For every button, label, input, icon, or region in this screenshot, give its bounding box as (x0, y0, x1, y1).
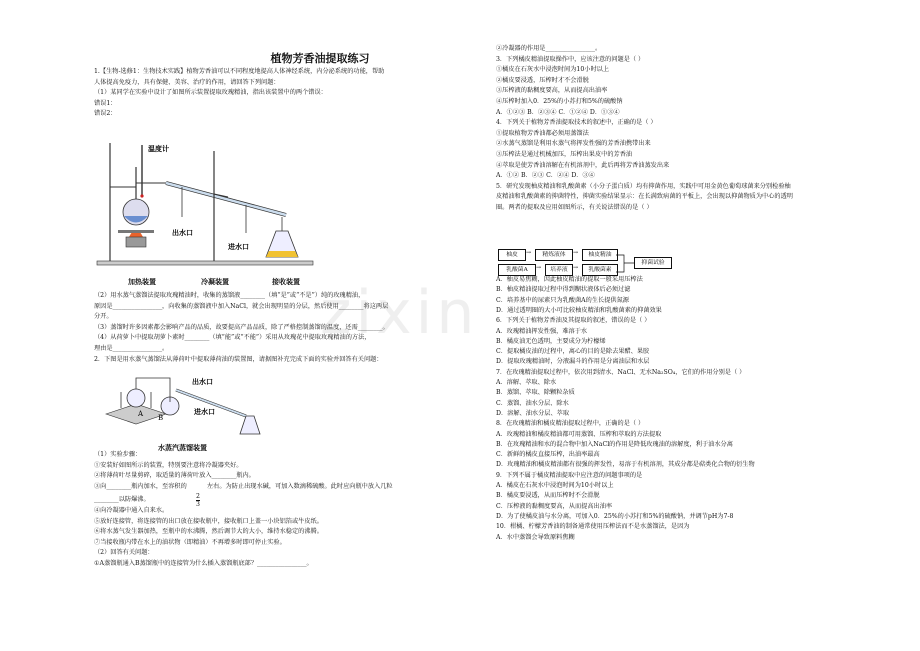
right2-line-21: B．橘皮要浸透，从而压榨时不会滑脱 (496, 492, 600, 500)
left-line-2: （1）某同学在实验中设计了如图所示装置提取玫瑰精油，指出该装置中的两个错误： (94, 89, 327, 97)
right-line-3: ②橘皮要浸透，压榨时才不会滑脱 (496, 76, 589, 84)
right2-line-3: D．通过透明圈的大小可比较柚皮精油和乳酸菌素的抑菌效果 (496, 306, 662, 314)
right-line-6: A．①②③ B．②③④ C．①②④ D．①③④ (496, 108, 620, 116)
right-line-1: 3．下列橘皮精油提取操作中，应该注意的问题是（ ） (496, 55, 645, 63)
right2-line-5: A．玫瑰精油挥发性强，难溶于水 (496, 327, 588, 335)
left-line-7: 分开。 (94, 313, 113, 321)
right2-line-18: D．玫瑰精油和橘皮精油都有很强的挥发性，易溶于有机溶剂，其成分都是萜类化合物的衍生物 (496, 461, 755, 469)
left-line-4: 错误2： (94, 110, 117, 118)
flow-box-oil: 柚皮精油 (582, 249, 618, 261)
flow-box-lacticin: 乳酸菌素 (582, 264, 618, 276)
right2-line-8: D．提取玫瑰精油时，分液漏斗的作用是分离油层和水层 (496, 358, 650, 366)
right2-line-25: A．水中蒸馏会导致原料焦糊 (496, 533, 575, 541)
right-line-12: A．①② B．②③ C．②④ D．③④ (496, 172, 595, 180)
caption-condensing: 冷凝装置 (201, 277, 229, 286)
right-line-15: 圈。两者的提取及应用如图所示，有关说法错误的是（ ） (496, 204, 653, 211)
distillation-apparatus-figure (96, 137, 316, 289)
right2-line-14: 8．在玫瑰精油和橘皮精油提取过程中，正确的是（ ） (496, 420, 645, 428)
left2-line-6: ④向冷凝器中通入自来水。 (94, 507, 169, 514)
right2-line-7: C．提取橘皮油的过程中，离心的目的是除去果醋、果胶 (496, 348, 650, 356)
flask-a-label: A (138, 410, 144, 418)
right2-line-11: B．蒸馏、萃取、除颗粒杂质 (496, 389, 575, 397)
left-line-6: 原因是________________，向收集的蒸馏液中加入NaCl，就会出现明显的分层，然后使用________将这两层 (94, 302, 389, 310)
right-line-7: 4．下列关于植物芳香油提取技术的叙述中，正确的是（ ） (496, 119, 657, 127)
right2-line-22: C．压榨液的黏稠度要高，从而提高出油率 (496, 502, 613, 510)
right-line-5: ④压榨时加入0．25%的小苏打和5%的硫酸钠 (496, 98, 623, 105)
right2-line-4: 6．下列关于植物芳香油及其提取的叙述，错误的是（ ） (496, 317, 651, 325)
left2-line-9: ⑦当接收瓶内带在水上的油状物（即精油）不再增多时即可停止实验。 (94, 538, 286, 546)
right-line-10: ③压榨法是通过机械加压，压榨出果皮中的芳香油 (496, 151, 633, 158)
right2-line-1: B．柚皮精油提取过程中得到糊状液体后必须过滤 (496, 286, 631, 294)
left2-line-3: ③向________瓶内加水，至容积的 (94, 482, 187, 490)
water-inlet-label: 进水口 (228, 242, 249, 251)
right2-line-24: 10．柑橘、柠檬芳香油的制备通常使用压榨法而不是水蒸馏法，是因为 (496, 523, 690, 531)
right-line-2: ①橘皮在石灰水中浸泡时间为10小时以上 (496, 66, 610, 74)
right2-line-12: C．蒸馏、油水分层、除水 (496, 399, 569, 407)
caption-receiving: 接收装置 (272, 277, 300, 286)
page-title: 植物芳香油提取练习 (270, 52, 370, 65)
right-line-0: ②冷凝器的作用是________________。 (496, 45, 602, 52)
flow-box-peel: 柚皮 (498, 249, 526, 261)
water-inlet-label-2: 进水口 (194, 407, 215, 416)
right-line-13: 5．研究发现柚皮精油和乳酸菌素（小分子蛋白质）均有抑菌作用，实践中可用金黄色葡萄球菌来分别检验柚 (496, 182, 791, 190)
right-line-8: ①提取植物芳香油都必须用蒸馏法 (496, 129, 589, 137)
fraction: 2 3 (196, 493, 200, 508)
left-line-5: （2）用水蒸气蒸馏法提取玫瑰精油时，收集的蒸馏液________（填“是”或“不是”）纯的玫瑰精油， (94, 292, 365, 299)
thermometer-label: 温度计 (148, 144, 169, 153)
left2-line-10: （2）回答有关问题： (94, 549, 154, 557)
right2-line-17: C．新鲜的橘皮直接压榨，出油率最高 (496, 451, 600, 459)
left2-line-11: ①A蒸馏瓶通入B蒸馏瓶中的连接管为什么插入蒸馏瓶底部？________________。 (94, 560, 313, 567)
right2-line-0: A．柚皮易焦糊，因此柚皮精油的提取一般采用压榨法 (496, 276, 643, 283)
left-line-0: 1.【生物-选修1：生物技术实践】植物芳香油可以不同程度地提高人体神经系统，内分泌系统的功能，帮助 (94, 68, 385, 75)
flask-b-label: B (158, 414, 164, 422)
left2-line-2: ②将薄荷叶尽量剪碎，取适量的薄荷叶放入________瓶内。 (94, 472, 255, 480)
right2-line-9: 7．在玫瑰精油提取过程中，依次用到清水、NaCl、无水Na₂SO₄，它们的作用分别是（ ） (496, 368, 746, 376)
right-line-14: 皮精油和乳酸菌素的抑菌特性，抑菌实验结果显示：在长满致病菌的平板上，会出现以抑菌物质为中心的透明 (496, 193, 793, 201)
left2-line-0: （1）实验步骤： (94, 451, 142, 458)
steam-distillation-caption: 水蒸汽蒸馏装置 (158, 443, 207, 452)
right2-line-13: D．溶解、油水分层、萃取 (496, 409, 570, 417)
water-outlet-label: 出水口 (172, 228, 193, 237)
right2-line-20: A．橘皮在石灰水中浸泡时间为10小时以上 (496, 482, 614, 489)
steam-distillation-figure (96, 372, 266, 440)
left2-line-7: ⑤放好连接管，将连接管的出口放在接收瓶中，接收瓶口上盖一小块铝箔或牛皮纸。 (94, 517, 323, 525)
left2-line-8: ⑥将水蒸气发生器加热，至瓶中的水沸腾，然后调节大的大小，维持水稳定的沸腾。 (94, 528, 323, 536)
left-line-8: （3）蒸馏时许多因素都会影响产品的品质，故要提高产品品质，除了严格控制蒸馏的温度，还需________。 (94, 323, 389, 331)
right2-line-15: A．玫瑰精油和橘皮精油都可用蒸馏、压榨和萃取的方法提取 (496, 430, 662, 438)
flow-box-culture: 培养液 (545, 264, 573, 276)
left-line-3: 错误1： (94, 99, 117, 107)
water-outlet-label-2: 出水口 (192, 377, 213, 386)
right2-line-23: D．为了使橘皮油与水分离，可加入0．25%的小苏打和5%的硫酸钠，并调节pH为7-8 (496, 512, 734, 520)
left2-line-5: ________以防爆沸。 (94, 496, 150, 504)
left2-line-1: ①安装好如图所示的装置，特别要注意将冷凝器夹好。 (94, 461, 243, 469)
right2-line-10: A．溶解、萃取、除水 (496, 379, 557, 386)
flow-box-test: 抑菌试验 (634, 257, 672, 269)
watermark: zixin (320, 278, 479, 348)
flow-box-lactic-a: 乳酸菌A (498, 264, 536, 276)
caption-heating: 加热装置 (128, 277, 156, 286)
left-line-1: 人体提高免疫力，具有保健、美容、治疗的作用，请回答下列问题： (94, 78, 280, 86)
right-line-4: ③压榨液的黏稠度要高，从而提高出油率 (496, 87, 608, 95)
left-line-9: （4）从荷萝卜中提取胡萝卜素时________（填“能”或“不能”）采用从玫瑰花中提取玫瑰精油的方法， (94, 334, 371, 342)
left-line-10: 理由是________________。 (94, 345, 169, 352)
document-page: 植物芳香油提取练习 zixin 1.【生物-选修1：生物技术实践】植物芳香油可以不同程度地提高人体神经系统，内分泌系统的功能，帮助 人体提高免疫力，具有保健、美容、治疗的作用，请回答下列问题： （1）某同学在实验中设计了如图所示装置提取玫瑰精油，指出该装置中的两个错误： 错误1： 错误2： （2）用水蒸气蒸馏法提取玫瑰精油时，收集的蒸馏液________（填“是”或“不是”）纯的玫瑰精油， 原因是________________，向收集的蒸馏液中加入NaCl，就会出现明显的分层，然后使用________将这两层 分开。 （3）蒸馏时许多因素都会影响产品的品质，故要提高产品品质，除了严格控制蒸馏的温度，还需________。 （4）从荷萝卜中提取胡萝卜素时________（填“能”或“不能”）采用从玫瑰花中提取玫瑰精油的方法， 理由是________________。 2．下图是用水蒸气蒸馏法从薄荷叶中提取薄荷油的装置图，请据图补充完成下面的实验并回答有关问题： 温度计 出水口 进水口 加热装置 冷凝装置 接收装置 A B 出水口 进水口 水蒸汽蒸馏装置 （1）实验步骤： ①安装好如图所示的装置，特别要注意将冷凝器夹好。 ②将薄荷叶尽量剪碎，取适量的薄荷叶放入________瓶内。 ③向________瓶内加水，至容积的 左右。为防止出现水碱，可加入数滴稀硫酸。此时应向瓶中放入几粒 ________以防爆沸。 ④向冷凝器中通入自来水。 ⑤放好连接管，将连接管的出口放在接收瓶中，接收瓶口上盖一小块铝箔或牛皮纸。 ⑥将水蒸气发生器加热，至瓶中的水沸腾，然后调节大的大小，维持水稳定的沸腾。 ⑦当接收瓶内带在水上的油状物（即精油）不再增多时即可停止实验。 （2）回答有关问题： ①A蒸馏瓶通入B蒸馏瓶中的连接管为什么插入蒸馏瓶底部？________________。 2 3 ②冷凝器的作用是________________。 3．下列橘皮精油提取操作中，应该注意的问题是（ ） ①橘皮在石灰水中浸泡时间为10小时以上 ②橘皮要浸透，压榨时才不会滑脱 ③压榨液的黏稠度要高，从而提高出油率 ④压榨时加入0．25%的小苏打和5%的硫酸钠 A．①②③ B．②③④ C．①②④ D．①③④ 4．下列关于植物芳香油提取技术的叙述中，正确的是（ ） ①提取植物芳香油都必须用蒸馏法 ②水蒸气蒸馏是利用水蒸气将挥发性强的芳香油携带出来 ③压榨法是通过机械加压，压榨出果皮中的芳香油 ④萃取是使芳香油溶解在有机溶剂中，此后再将芳香油蒸发出来 A．①② B．②③ C．②④ D．③④ 5．研究发现柚皮精油和乳酸菌素（小分子蛋白质）均有抑菌作用，实践中可用金黄色葡萄球菌来分别检验柚 皮精油和乳酸菌素的抑菌特性，抑菌实验结果显示：在长满致病菌的平板上，会出现以抑菌物质为中心的透明 圈。两者的提取及应用如图所示，有关说法错误的是（ ） 柚皮 → 精炼液体 → 柚皮精油 乳酸菌A → 培养液 → 乳酸菌素 抑菌试验 A．柚皮易焦糊，因此柚皮精油的提取一般采用压榨法 B．柚皮精油提取过程中得到糊状液体后必须过滤 C．培养基中的尿素只为乳酸菌A的生长提供氮源 D．通过透明圈的大小可比较柚皮精油和乳酸菌素的抑菌效果 6．下列关于植物芳香油及其提取的叙述，错误的是（ ） A．玫瑰精油挥发性强，难溶于水 B．橘皮油无色透明，主要成分为柠檬烯 C．提取橘皮油的过程中，离心的目的是除去果醋、果胶 D．提取玫瑰精油时，分液漏斗的作用是分离油层和水层 7．在玫瑰精油提取过程中，依次用到清水、NaCl、无水Na₂SO₄，它们的作用分别是（ ） A．溶解、萃取、除水 B．蒸馏、萃取、除颗粒杂质 C．蒸馏、油水分层、除水 D．溶解、油水分层、萃取 8．在玫瑰精油和橘皮精油提取过程中，正确的是（ ） A．玫瑰精油和橘皮精油都可用蒸馏、压榨和萃取的方法提取 B．在玫瑰精油和水的混合物中加入NaCl的作用是降低玫瑰油的溶解度，利于油水分离 C．新鲜的橘皮直接压榨，出油率最高 D．玫瑰精油和橘皮精油都有很强的挥发性，易溶于有机溶剂，其成分都是萜类化合物的衍生物 9．下列不属于橘皮精油提取中应注意的问题事项的是 A．橘皮在石灰水中浸泡时间为10小时以上 B．橘皮要浸透，从而压榨时不会滑脱 C．压榨液的黏稠度要高，从而提高出油率 D．为了使橘皮油与水分离，可加入0．25%的小苏打和5%的硫酸钠，并调节pH为7-8 10．柑橘、柠檬芳香油的制备通常使用压榨法而不是水蒸馏法，是因为 A．水中蒸馏会导致原料焦糊 (94, 45, 793, 567)
right2-line-2: C．培养基中的尿素只为乳酸菌A的生长提供氮源 (496, 296, 629, 304)
right2-line-6: B．橘皮油无色透明，主要成分为柠檬烯 (496, 337, 606, 345)
right2-line-16: B．在玫瑰精油和水的混合物中加入NaCl的作用是降低玫瑰油的溶解度，利于油水分离 (496, 440, 733, 448)
right-line-9: ②水蒸气蒸馏是利用水蒸气将挥发性强的芳香油携带出来 (496, 140, 651, 148)
right-line-11: ④萃取是使芳香油溶解在有机溶剂中，此后再将芳香油蒸发出来 (496, 161, 670, 169)
flow-box-paste: 精炼液体 (535, 249, 573, 261)
right2-line-19: 9．下列不属于橘皮精油提取中应注意的问题事项的是 (496, 471, 643, 479)
left-line-11: 2．下图是用水蒸气蒸馏法从薄荷叶中提取薄荷油的装置图，请据图补充完成下面的实验并回答有关问题： (94, 355, 383, 363)
left2-line-4: 左右。为防止出现水碱，可加入数滴稀硫酸。此时应向瓶中放入几粒 (207, 482, 393, 490)
